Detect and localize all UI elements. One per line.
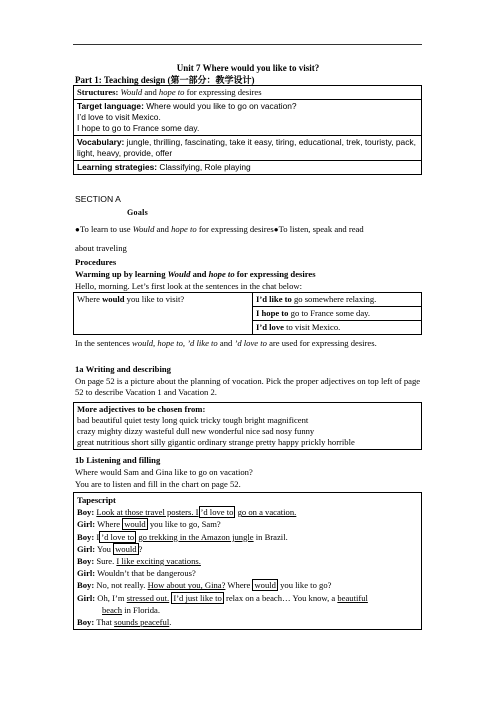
warmup-and: and — [192, 269, 207, 279]
tape-text: How about you, Gina? — [147, 580, 226, 591]
structures-label: Structures: — [77, 87, 119, 97]
tape-boxed: I’d just like to — [173, 592, 222, 603]
tapescript-line — [77, 616, 418, 628]
tapescript-line — [77, 531, 418, 543]
vocabulary-row — [74, 136, 421, 161]
usage-and: and — [219, 338, 233, 348]
vocabulary-text: jungle, thrilling, fascinating, take it easy, tiring, educational, trek, touristy, pack, light, heavy, provide, offer — [77, 137, 416, 158]
structures-row — [74, 86, 421, 100]
tape-text: in Brazil. — [255, 531, 288, 542]
tape-text: you like to go? — [280, 580, 332, 591]
chat-a1-post: go somewhere relaxing. — [293, 294, 377, 304]
speaker-girl: Girl: — [77, 592, 96, 603]
tape-text: you like to go, Sam? — [149, 519, 221, 530]
tape-text: ? — [138, 543, 143, 554]
tape-text: No, not really. — [96, 580, 146, 591]
tape-text: Where — [97, 519, 121, 530]
adjectives-heading: More adjectives to be chosen from: — [77, 404, 206, 414]
strategies-text: Classifying, Role playing — [159, 162, 251, 172]
adjectives-line-2: crazy mighty dizzy wasteful dull new wonderful nice sad nosy funny — [77, 426, 315, 436]
tape-text: You — [96, 543, 111, 554]
tapescript-line — [77, 506, 418, 518]
warmup-would: Would — [167, 269, 191, 279]
tape-text: Look at those travel posters. I — [96, 507, 199, 518]
tape-text: go trekking in the Amazon jungle — [138, 531, 254, 542]
section-1b-line-2: You are to listen and fill in the chart on page 52. — [75, 479, 241, 489]
speaker-boy: Boy: — [77, 617, 95, 628]
chat-table — [73, 292, 422, 335]
speaker-girl: Girl: — [77, 568, 96, 579]
strategies-row — [74, 161, 421, 174]
chat-answer-2 — [253, 307, 422, 321]
chat-a1-bold: I’d like to — [256, 294, 292, 304]
tape-text: Oh, I’m — [97, 592, 125, 603]
bullet-icon: ● — [75, 225, 80, 234]
section-a: SECTION A — [75, 194, 121, 204]
hello-line: Hello, morning. Let’s first look at the sentences in the chat below: — [75, 281, 302, 291]
tape-text: Wouldn’t that be dangerous? — [97, 568, 196, 579]
tapescript-line — [77, 604, 418, 616]
target-answer-1: I’d love to visit Mexico. — [77, 112, 161, 122]
speaker-boy: Boy: — [77, 531, 95, 542]
tape-text: Sure. — [96, 556, 115, 567]
tapescript-box — [73, 492, 422, 630]
section-1a-heading: 1a Writing and describing — [75, 364, 171, 374]
goal-1-hope: hope to — [171, 224, 197, 234]
target-language-row — [74, 100, 421, 136]
adjectives-line-3: great nutritious short silly gigantic ordinary strange pretty happy prickly horrible — [77, 437, 355, 447]
usage-paragraph — [75, 338, 422, 349]
chat-question-cell — [74, 293, 253, 335]
goal-1-post: for expressing desires — [198, 224, 274, 234]
usage-post: are used for expressing desires. — [269, 338, 377, 348]
chat-row — [74, 293, 422, 307]
procedures-heading: Procedures — [75, 257, 117, 267]
target-label: Target language: — [77, 101, 144, 111]
chat-answer-3 — [253, 321, 422, 335]
structures-rest: for expressing desires — [186, 87, 262, 97]
tape-text: relax on a beach… You know, a — [225, 592, 336, 603]
tapescript-line — [77, 579, 418, 591]
speaker-girl: Girl: — [77, 519, 96, 530]
chat-q-pre: Where — [77, 294, 100, 304]
target-answer-2: I hope to go to France some day. — [77, 123, 200, 133]
bullet-icon: ● — [273, 225, 279, 234]
part-heading: Part 1: Teaching design (第一部分：教学设计) — [75, 75, 255, 85]
tape-boxed: would — [254, 580, 276, 591]
warmup-heading — [75, 269, 422, 280]
tape-boxed: ’d love to — [200, 507, 234, 518]
speaker-boy: Boy: — [77, 507, 95, 518]
tape-text: . — [169, 617, 172, 628]
tapescript-line — [77, 543, 418, 555]
chat-a2-bold: I hope to — [256, 308, 289, 318]
tape-text: beautiful — [337, 592, 368, 603]
speaker-girl: Girl: — [77, 543, 96, 554]
goals-heading: Goals — [127, 208, 149, 217]
section-1a-text: On page 52 is a picture about the planning of vocation. Pick the proper adjectives on top left of page 52 to describe Vacation 1 and Vacation 2. — [75, 376, 421, 397]
adjectives-box — [73, 402, 422, 450]
section-1b-line-1: Where would Sam and Gina like to go on vacation? — [75, 467, 253, 477]
structures-and: and — [144, 87, 157, 97]
structures-would: Would — [120, 87, 143, 97]
structures-hope: hope to — [158, 87, 185, 97]
chat-q-post: you like to visit? — [126, 294, 185, 304]
tape-text: in Florida. — [124, 604, 161, 615]
goals-line — [75, 224, 422, 235]
section-1b-heading: 1b Listening and filling — [75, 455, 161, 465]
chat-a3-bold: I’d love — [256, 322, 284, 332]
tapescript-line — [77, 592, 418, 604]
tape-text: Where — [227, 580, 251, 591]
goal-1-pre: To learn to use — [79, 224, 131, 234]
tapescript-heading: Tapescript — [77, 495, 116, 505]
adjectives-line-1: bad beautiful quiet testy long quick tricky tough bright magnificent — [77, 415, 309, 425]
warmup-post: for expressing desires — [236, 269, 316, 279]
tape-text: sounds peaceful — [114, 617, 170, 628]
tape-boxed: would — [115, 543, 137, 554]
speaker-boy: Boy: — [77, 580, 95, 591]
tapescript-line — [77, 518, 418, 530]
teaching-design-table — [73, 85, 422, 175]
usage-items: would, hope to, ’d like to — [132, 338, 218, 348]
tape-text: That — [96, 617, 112, 628]
tape-text: I — [96, 531, 100, 542]
target-question: Where would you like to go on vacation? — [146, 101, 297, 111]
tape-boxed: ’d love to — [101, 531, 135, 542]
tape-boxed: would — [124, 519, 146, 530]
usage-pre: In the sentences — [75, 338, 130, 348]
tape-text: beach — [102, 604, 123, 615]
unit-title: Unit 7 Where would you like to visit? — [176, 63, 320, 73]
chat-q-would: would — [102, 294, 125, 304]
tapescript-line — [77, 555, 418, 567]
goal-1-would: Would — [132, 224, 155, 234]
tape-text: I like exciting vacations. — [116, 556, 201, 567]
chat-answer-1 — [253, 293, 422, 307]
goal-2: To listen, speak and read — [278, 224, 364, 234]
usage-item4: ’d love to — [234, 338, 267, 348]
warmup-pre: Warming up by learning — [75, 269, 166, 279]
tape-text: go on a vacation. — [237, 507, 297, 518]
vocabulary-label: Vocabulary: — [77, 137, 125, 147]
tape-text: stressed out. — [126, 592, 170, 603]
goal-1-and: and — [156, 224, 169, 234]
strategies-label: Learning strategies: — [77, 162, 158, 172]
tapescript-line — [77, 567, 418, 579]
goal-2-continued: about traveling — [75, 243, 127, 253]
chat-a3-post: to visit Mexico. — [286, 322, 341, 332]
header-rule — [73, 44, 422, 45]
chat-a2-post: go to France some day. — [290, 308, 371, 318]
speaker-boy: Boy: — [77, 556, 95, 567]
warmup-hope: hope to — [208, 269, 235, 279]
